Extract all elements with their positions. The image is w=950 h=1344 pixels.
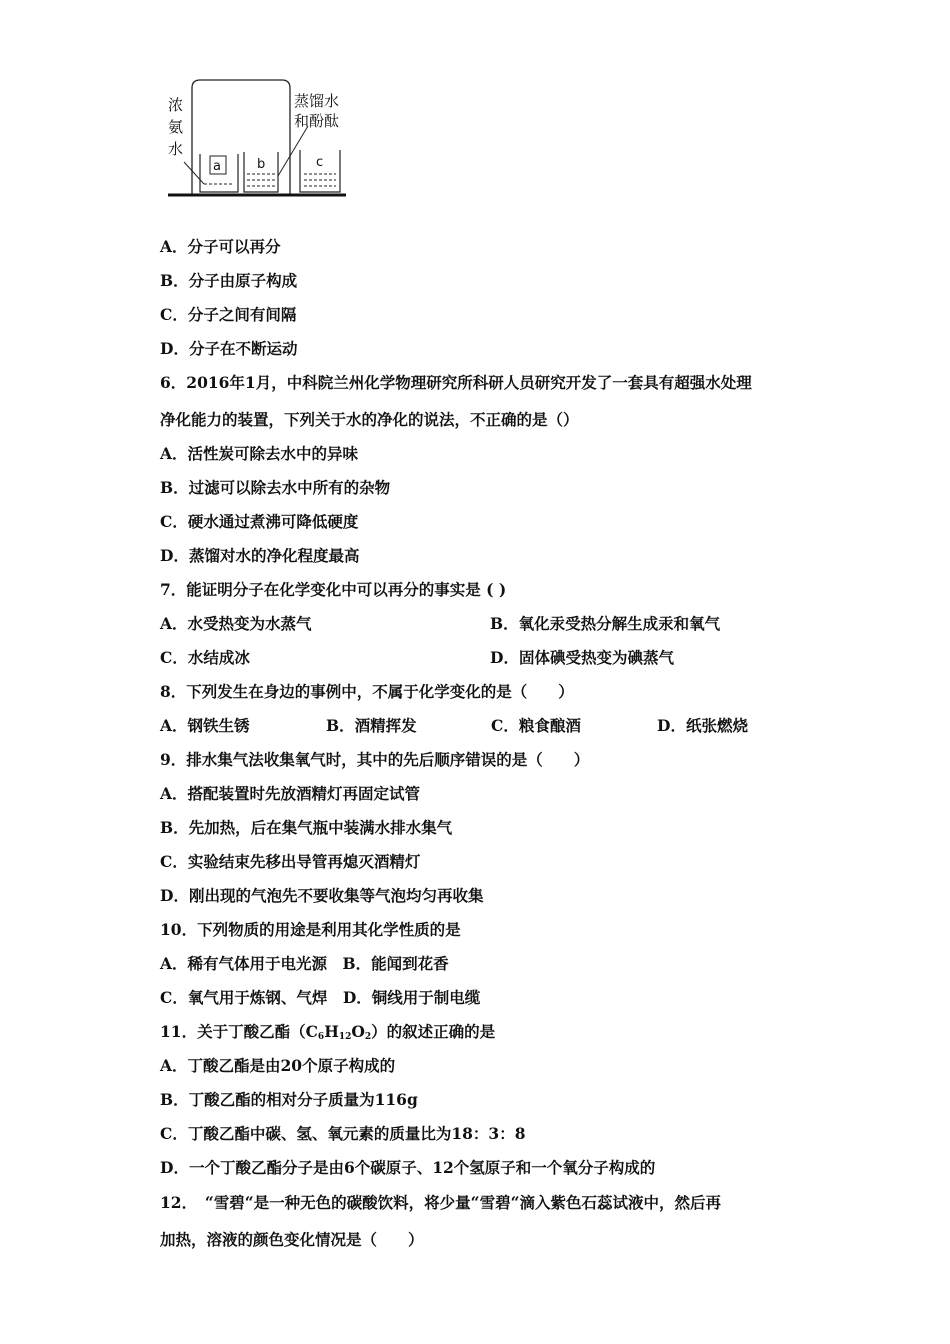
q8-option-c: C．粮食酿酒 — [491, 716, 581, 735]
left-label-char-1: 浓 — [168, 96, 184, 114]
q6-stem-line-1: 6．2016年1月，中科院兰州化学物理研究所科研人员研究开发了一套具有超强水处理 — [160, 373, 752, 392]
q6-stem-line-2: 净化能力的装置，下列关于水的净化的说法，不正确的是（） — [160, 410, 579, 429]
q9-option-b: B．先加热，后在集气瓶中装满水排水集气 — [160, 818, 453, 837]
q5-option-b: B．分子由原子构成 — [160, 271, 298, 290]
q9-option-d: D．刚出现的气泡先不要收集等气泡均匀再收集 — [160, 886, 484, 905]
beaker-b-label: b — [257, 157, 266, 172]
q11-stem: 11．关于丁酸乙酯$(C_6H_{12}O_2)$的叙述正确的是 — [160, 1022, 496, 1042]
q11-option-a: A．丁酸乙酯是由20个原子构成的 — [160, 1056, 396, 1075]
q5-option-d: D．分子在不断运动 — [160, 339, 298, 358]
q8-option-b: B．酒精挥发 — [326, 716, 417, 735]
q9-option-c: C．实验结束先移出导管再熄灭酒精灯 — [160, 852, 421, 871]
q6-option-a: A．活性炭可除去水中的异味 — [160, 444, 359, 463]
q10-stem: 10．下列物质的用途是利用其化学性质的是 — [160, 920, 461, 939]
q8-options-row — [160, 716, 860, 736]
q11-option-d: D．一个丁酸乙酯分子是由6个碳原子、12个氢原子和一个氧分子构成的 — [160, 1158, 656, 1177]
right-label-line-1: 蒸馏水 — [294, 92, 340, 110]
q8-option-d: D．纸张燃烧 — [657, 716, 748, 735]
q9-option-a: A．搭配装置时先放酒精灯再固定试管 — [160, 784, 421, 803]
left-label-char-3: 水 — [168, 140, 184, 158]
beaker-a-label: a — [213, 159, 221, 174]
q5-option-a: A．分子可以再分 — [160, 237, 281, 256]
q11-option-c: C．丁酸乙酯中碳、氢、氧元素的质量比为18：3：8 — [160, 1124, 526, 1143]
q7-options-row-1 — [160, 614, 860, 634]
q12-stem-line-1: 12． “雪碧“是一种无色的碳酸饮料，将少量“雪碧“滴入紫色石蕊试液中，然后再 — [160, 1193, 721, 1212]
q7-option-b: B．氧化汞受热分解生成汞和氧气 — [490, 614, 721, 633]
q7-option-a: A．水受热变为水蒸气 — [160, 614, 312, 633]
q7-stem: 7．能证明分子在化学变化中可以再分的事实是 ( ) — [160, 580, 507, 599]
q7-option-c: C．水结成冰 — [160, 648, 250, 667]
ammonia-diffusion-apparatus-figure — [160, 76, 360, 206]
q7-options-row-2 — [160, 648, 860, 668]
q9-stem: 9．排水集气法收集氧气时，其中的先后顺序错误的是（ ） — [160, 750, 590, 769]
q7-option-d: D．固体碘受热变为碘蒸气 — [490, 648, 674, 667]
right-label-line-2: 和酚酞 — [294, 112, 340, 130]
q11-option-b: B．丁酸乙酯的相对分子质量为116g — [160, 1090, 418, 1109]
q6-option-b: B．过滤可以除去水中所有的杂物 — [160, 478, 391, 497]
q8-option-a: A．钢铁生锈 — [160, 716, 250, 735]
q8-stem: 8．下列发生在身边的事例中，不属于化学变化的是（ ） — [160, 682, 574, 701]
q6-option-d: D．蒸馏对水的净化程度最高 — [160, 546, 360, 565]
q10-options-cd: C．氧气用于炼钢、气焊 D．铜线用于制电缆 — [160, 988, 481, 1007]
left-label-char-2: 氨 — [168, 118, 184, 136]
q5-option-c: C．分子之间有间隔 — [160, 305, 297, 324]
q6-option-c: C．硬水通过煮沸可降低硬度 — [160, 512, 359, 531]
q12-stem-line-2: 加热，溶液的颜色变化情况是（ ） — [160, 1230, 424, 1249]
beaker-c-label: c — [316, 155, 324, 170]
q10-options-ab: A．稀有气体用于电光源 B．能闻到花香 — [160, 954, 449, 973]
